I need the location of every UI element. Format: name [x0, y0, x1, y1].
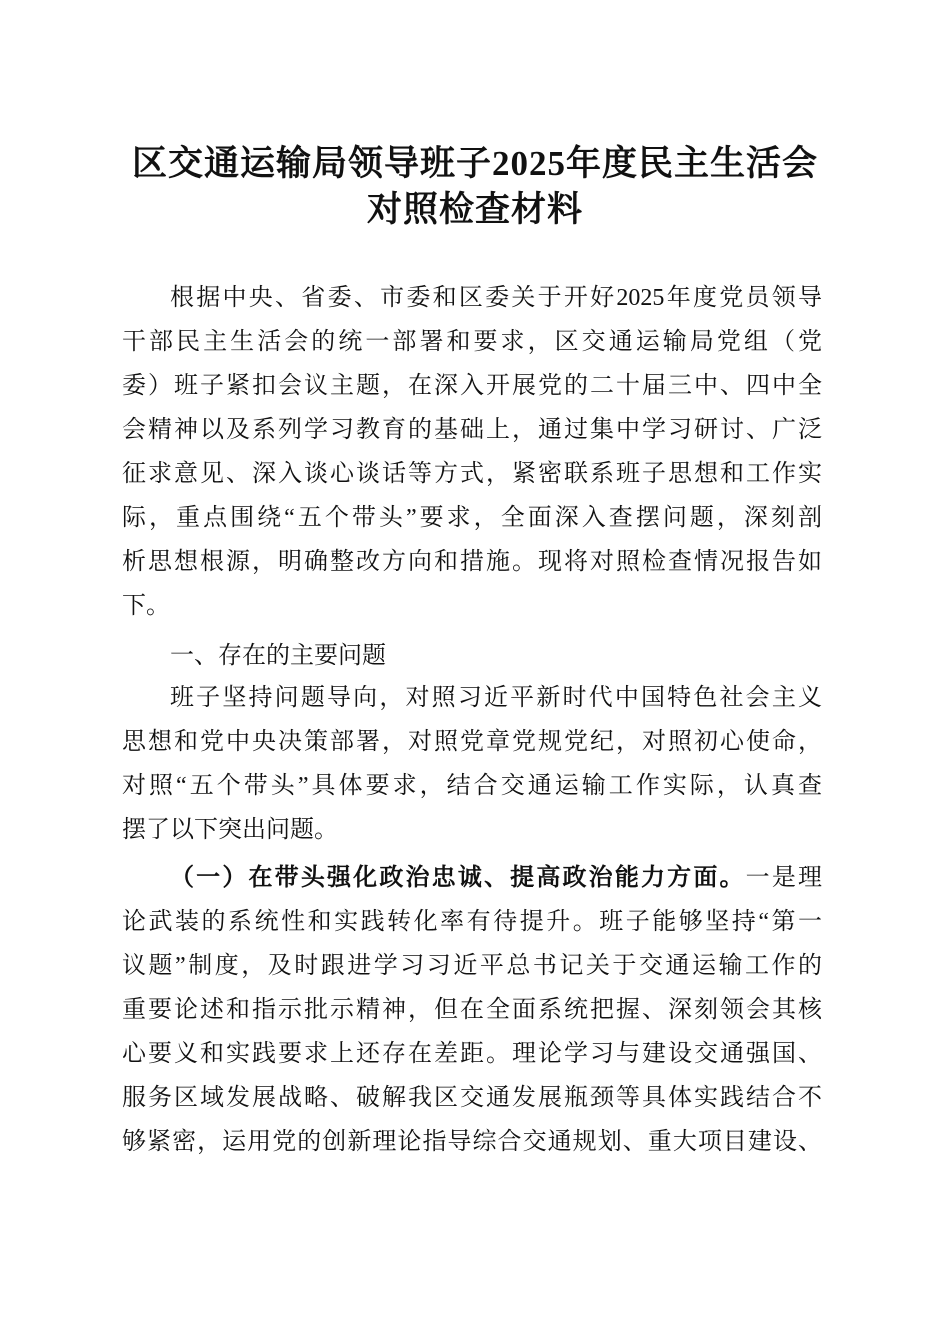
subsection-line: 论武装的系统性和实践转化率有待提升。班子能够坚持“第一 — [122, 909, 822, 935]
intro-line: 干部民主生活会的统一部署和要求，区交通运输局党组（党 — [122, 329, 822, 355]
subsection-line: 够紧密，运用党的创新理论指导综合交通规划、重大项目建设、 — [122, 1129, 822, 1155]
intro-line: 根据中央、省委、市委和区委关于开好2025年度党员领导 — [170, 285, 822, 311]
subsection-line: 重要论述和指示批示精神，但在全面系统把握、深刻领会其核 — [122, 997, 822, 1023]
section-para-line: 思想和党中央决策部署，对照党章党规党纪，对照初心使命， — [122, 729, 822, 755]
subsection-line: 议题”制度，及时跟进学习习近平总书记关于交通运输工作的 — [122, 953, 822, 979]
subsection-heading: （一）在带头强化政治忠诚、提高政治能力方面。 — [170, 865, 746, 891]
section-para-line: 对照“五个带头”具体要求，结合交通运输工作实际，认真查 — [122, 773, 822, 799]
subsection-text: 一是理 — [745, 865, 823, 891]
intro-line: 际，重点围绕“五个带头”要求，全面深入查摆问题，深刻剖 — [122, 505, 822, 531]
section-para-line: 班子坚持问题导向，对照习近平新时代中国特色社会主义 — [170, 685, 822, 711]
section-heading: 一、存在的主要问题 — [170, 641, 386, 669]
subsection-line: 服务区域发展战略、破解我区交通发展瓶颈等具体实践结合不 — [122, 1085, 822, 1111]
intro-line: 析思想根源，明确整改方向和措施。现将对照检查情况报告如 — [122, 549, 822, 575]
intro-line: 会精神以及系列学习教育的基础上，通过集中学习研讨、广泛 — [122, 417, 822, 443]
document-title-line-1: 区交通运输局领导班子2025年度民主生活会 — [131, 144, 818, 183]
intro-line: 征求意见、深入谈心谈话等方式，紧密联系班子思想和工作实 — [122, 461, 822, 487]
subsection-line: 心要义和实践要求上还存在差距。理论学习与建设交通强国、 — [122, 1041, 822, 1067]
section-para-line: 摆了以下突出问题。 — [122, 817, 338, 843]
document-title-line-2: 对照检查材料 — [366, 190, 583, 229]
intro-line: 下。 — [122, 593, 170, 619]
intro-line: 委）班子紧扣会议主题，在深入开展党的二十届三中、四中全 — [122, 373, 822, 399]
subsection-first-line — [170, 856, 822, 900]
